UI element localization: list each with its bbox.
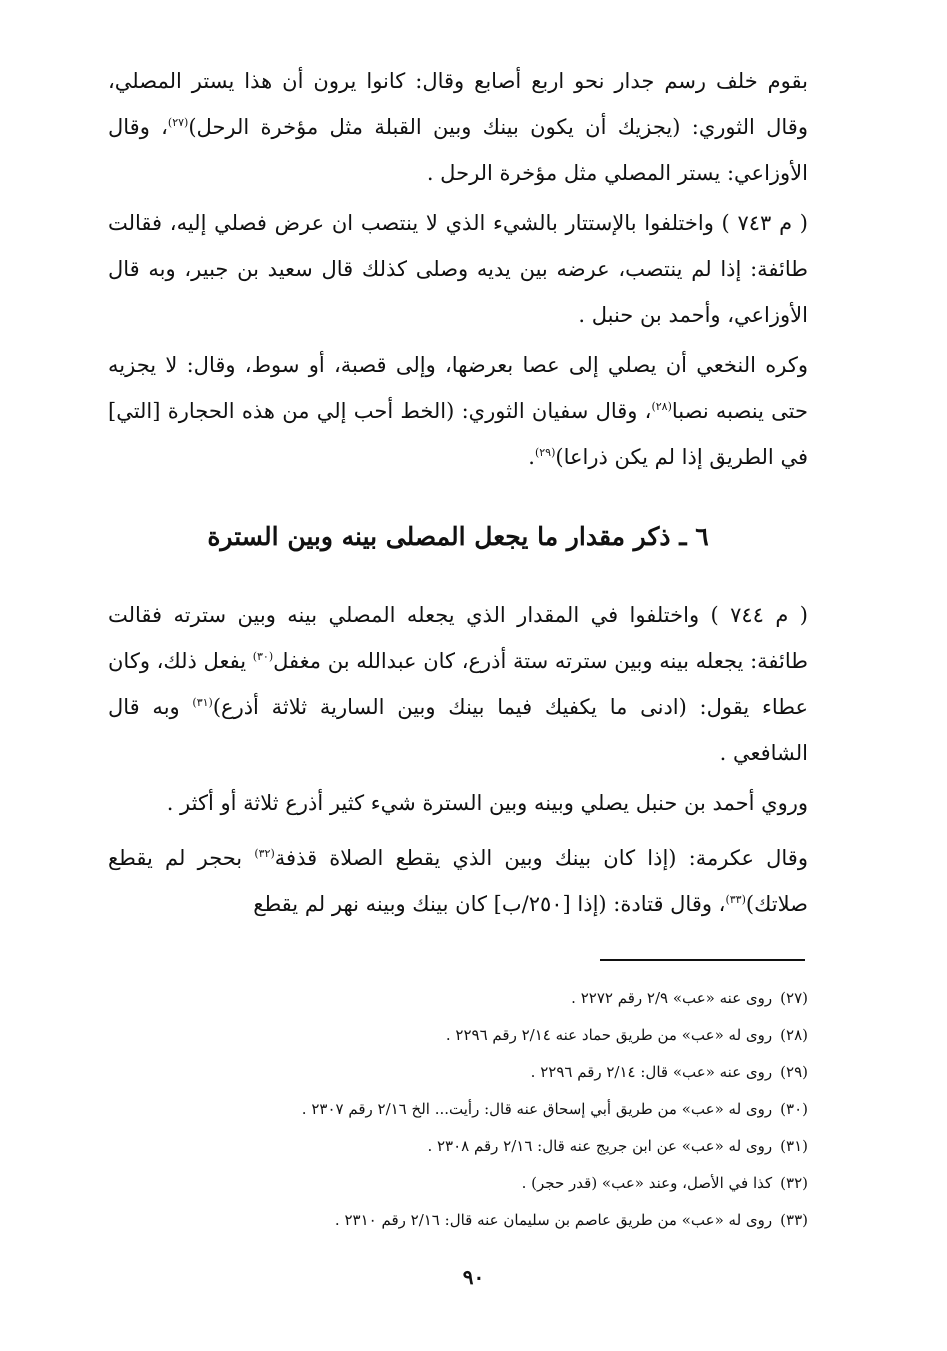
footnote-ref-30[interactable]: (٣٠) <box>252 650 274 663</box>
footnote-item <box>108 980 808 1017</box>
footnote-number: (٢٩) <box>780 1063 808 1081</box>
footnote-ref-32[interactable]: (٣٢) <box>254 847 275 860</box>
footnote-text: روى عنه «عب» قال: ٢/١٤ رقم ٢٢٩٦ . <box>530 1063 773 1081</box>
footnote-ref-33[interactable]: (٣٣) <box>725 893 746 906</box>
paragraph-text: ، وقال قتادة: (إذا [٢٥٠/ب] كان بينك وبينه نهر لم يقطع <box>253 892 726 916</box>
paragraph-5 <box>108 780 808 826</box>
footnote-number: (٢٧) <box>780 989 808 1007</box>
footnote-number: (٣٢) <box>780 1174 808 1192</box>
footnote-text: روى له «عب» من طريق حماد عنه ٢/١٤ رقم ٢٢٩٦ . <box>445 1026 773 1044</box>
footnote-ref-28[interactable]: (٢٨) <box>651 400 672 413</box>
footnote-item <box>108 1128 808 1165</box>
paragraph-text: وبه قال الشافعي . <box>108 695 808 765</box>
paragraph-text: وروي أحمد بن حنبل يصلي وبينه وبين السترة شيء كثير أذرع ثلاثة أو أكثر . <box>166 791 808 815</box>
footnote-number: (٣٠) <box>780 1100 808 1118</box>
paragraph-2 <box>108 200 808 338</box>
paragraph-1 <box>108 58 808 196</box>
paragraph-text: ( م ٧٤٤ ) واختلفوا في المقدار الذي يجعله المصلي بينه وبين سترته فقالت طائفة: يجعله بينه وبين سترته ستة أذرع، كان عبدالله بن مغفل <box>108 603 808 673</box>
footnote-text: كذا في الأصل، وعند «عب» (قدر حجر) . <box>521 1174 773 1192</box>
paragraph-text: بحجر لم يقطع صلاتك) <box>108 846 808 916</box>
footnote-text: روى له «عب» من طريق عاصم بن سليمان عنه قال: ٢/١٦ رقم ٢٣١٠ . <box>334 1211 773 1229</box>
paragraph-text: . <box>528 445 535 469</box>
footnote-number: (٣٣) <box>780 1211 808 1229</box>
page-number: ٩٠ <box>462 1265 485 1289</box>
footnote-ref-27[interactable]: (٢٧) <box>167 116 189 129</box>
footnote-number: (٣١) <box>780 1137 808 1155</box>
footnote-text: روى له «عب» من طريق أبي إسحاق عنه قال: رأيت... الخ ٢/١٦ رقم ٢٣٠٧ . <box>301 1100 773 1118</box>
footnote-text: روى عنه «عب» ٢/٩ رقم ٢٢٧٢ . <box>571 989 773 1007</box>
paragraph-text: ، وقال الأوزاعي: يستر المصلي مثل مؤخرة الرحل . <box>108 115 808 185</box>
footnote-item <box>108 1202 808 1239</box>
paragraph-text: ، وقال سفيان الثوري: (الخط أحب إلي من هذه الحجارة [التي] في الطريق إذا لم يكن ذراعا) <box>108 399 808 469</box>
footnote-ref-29[interactable]: (٢٩) <box>534 446 556 459</box>
paragraph-3 <box>108 342 808 480</box>
footnotes-list <box>108 980 808 1239</box>
footnote-ref-31[interactable]: (٣١) <box>192 696 213 709</box>
paragraph-4 <box>108 592 808 776</box>
footnote-item <box>108 1017 808 1054</box>
paragraph-6 <box>108 835 808 927</box>
section-heading: ٦ ـ ذكر مقدار ما يجعل المصلى بينه وبين السترة <box>207 522 709 551</box>
paragraph-text: وكره النخعي أن يصلي إلى عصا بعرضها، وإلى قصبة، أو سوط، وقال: لا يجزيه حتى ينصبه نصبا <box>108 353 808 423</box>
paragraph-text: ( م ٧٤٣ ) واختلفوا بالإستتار بالشيء الذي لا ينتصب ان عرض فصلي إليه، فقالت طائفة: إذا لم ينتصب، عرضه بين يديه وصلى كذلك قال سعيد بن جبير، وبه قال الأوزاعي، وأحمد بن حنبل . <box>108 211 809 327</box>
footnote-number: (٢٨) <box>780 1026 808 1044</box>
paragraph-text: وقال عكرمة: (إذا كان بينك وبين الذي يقطع الصلاة قذفة <box>274 846 808 870</box>
footnote-item <box>108 1054 808 1091</box>
paragraph-text: بقوم خلف رسم جدار نحو اربع أصابع وقال: كانوا يرون أن هذا يستر المصلي، وقال الثوري: (يجزيك أن يكون بينك وبين القبلة مثل مؤخرة الرحل) <box>108 69 808 139</box>
footnote-item <box>108 1165 808 1202</box>
paragraph-text: يفعل ذلك، وكان عطاء يقول: (ادنى ما يكفيك فيما بينك وبين السارية ثلاثة أذرع) <box>108 649 808 719</box>
footnote-item <box>108 1091 808 1128</box>
footnote-text: روى له «عب» عن ابن جريج عنه قال: ٢/١٦ رقم ٢٣٠٨ . <box>427 1137 773 1155</box>
footnote-separator <box>600 959 805 961</box>
